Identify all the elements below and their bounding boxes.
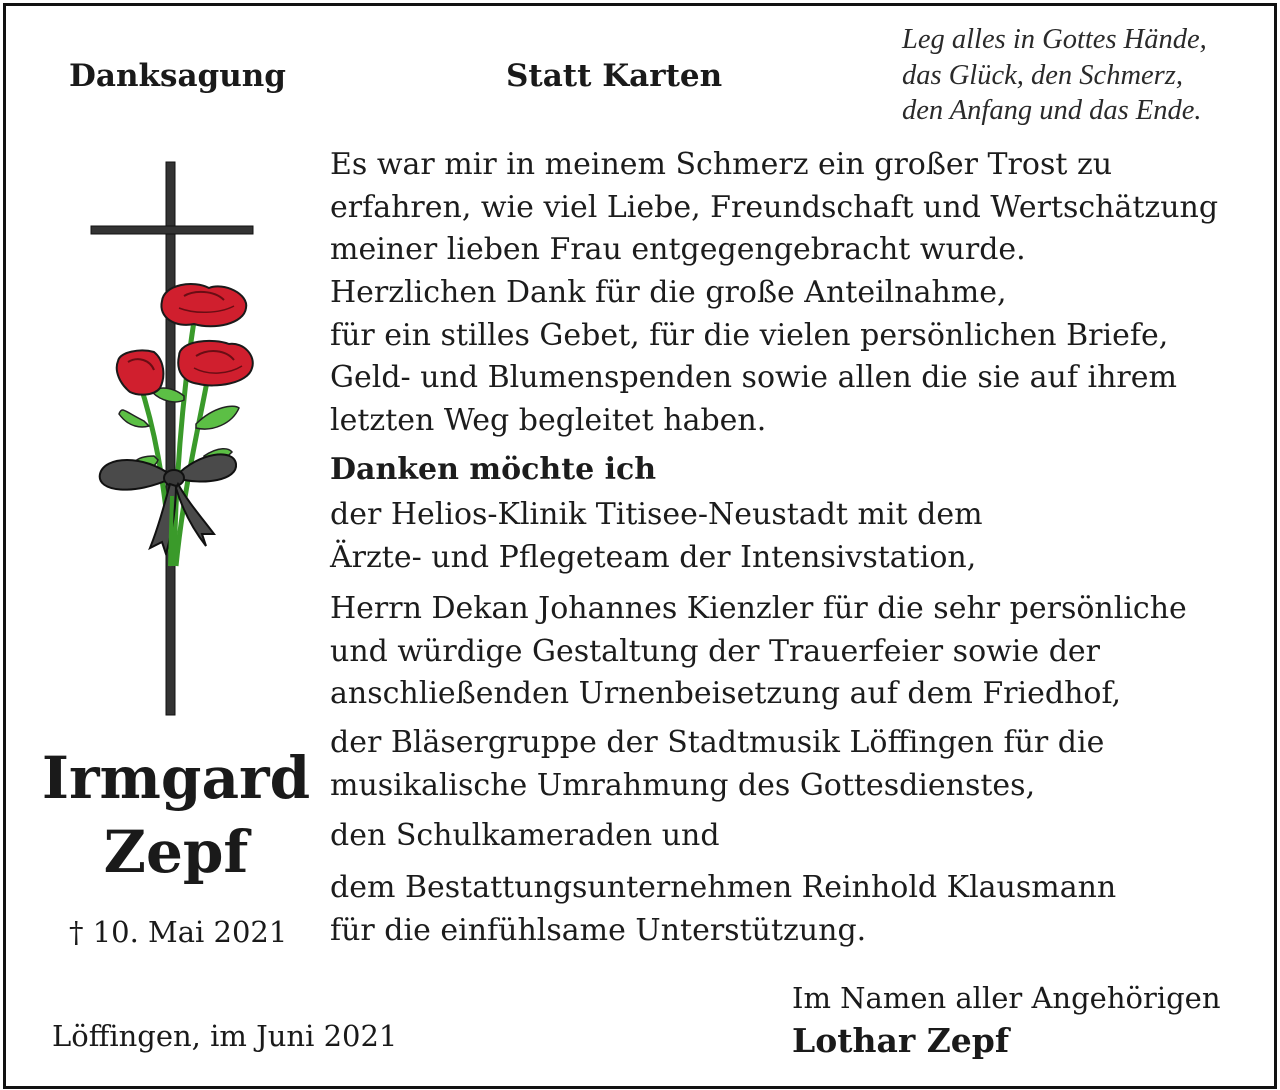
thanks-line: anschließenden Urnenbeisetzung auf dem Friedhof,: [330, 676, 1122, 712]
quote-line: das Glück, den Schmerz,: [902, 59, 1183, 91]
thanks-heading: [330, 449, 656, 492]
quote-line: den Anfang und das Ende.: [902, 95, 1202, 126]
intro-line: meiner lieben Frau entgegengebracht wurde.: [330, 232, 1026, 268]
intro-paragraph: [330, 144, 1218, 443]
thanks-group-classmates: [330, 815, 720, 858]
thanks-line: dem Bestattungsunternehmen Reinhold Klausmann: [330, 870, 1117, 905]
intro-line: Es war mir in meinem Schmerz ein großer Trost zu: [330, 147, 1113, 182]
last-name: Zepf: [103, 818, 249, 886]
intro-line: Geld- und Blumenspenden sowie allen die sie auf ihrem: [330, 360, 1177, 396]
place-date: Löffingen, im Juni 2021: [52, 1019, 398, 1053]
thanks-group-dean: [330, 588, 1187, 716]
intro-line: für ein stilles Gebet, für die vielen persönlichen Briefe,: [330, 317, 1169, 353]
quote-line: Leg alles in Gottes Hände,: [902, 24, 1207, 55]
thanks-group-clinic: [330, 494, 983, 579]
ribbon-icon: [100, 454, 236, 566]
obituary-card: [3, 3, 1277, 1089]
cross-icon: [91, 162, 253, 715]
on-behalf-text: Im Namen aller Angehörigen: [792, 981, 1221, 1015]
death-date: † 10. Mai 2021: [69, 915, 288, 949]
roses-icon: [117, 284, 253, 566]
signer-name: Lothar Zepf: [792, 1021, 1010, 1060]
thanks-line: und würdige Gestaltung der Trauerfeier sowie der: [330, 633, 1100, 669]
thanks-line: Ärzte- und Pflegeteam der Intensivstation,: [330, 539, 977, 575]
thanks-line: der Bläsergruppe der Stadtmusik Löffingen für die: [330, 725, 1105, 760]
thanks-heading-text: Danken möchte ich: [330, 452, 657, 487]
quote-verse: [902, 22, 1207, 129]
intro-line: letzten Weg begleitet haben.: [330, 403, 767, 439]
thanks-line: für die einfühlsame Unterstützung.: [330, 912, 867, 948]
statt-karten-heading: Statt Karten: [506, 58, 723, 94]
thanks-group-music: [330, 722, 1104, 807]
thanks-line: den Schulkameraden und: [330, 818, 720, 853]
first-name: Irmgard: [41, 744, 311, 812]
danksagung-heading: Danksagung: [69, 58, 286, 94]
intro-line: erfahren, wie viel Liebe, Freundschaft und Wertschätzung: [330, 189, 1219, 225]
thanks-line: Herrn Dekan Johannes Kienzler für die sehr persönliche: [330, 591, 1187, 626]
deceased-name: [31, 741, 321, 889]
cross-with-roses-icon: [84, 156, 264, 721]
thanks-group-undertaker: [330, 867, 1116, 952]
thanks-line: der Helios-Klinik Titisee-Neustadt mit dem: [330, 497, 983, 532]
thanks-line: musikalische Umrahmung des Gottesdienstes,: [330, 767, 1036, 803]
intro-line: Herzlichen Dank für die große Anteilnahme,: [330, 275, 1007, 311]
